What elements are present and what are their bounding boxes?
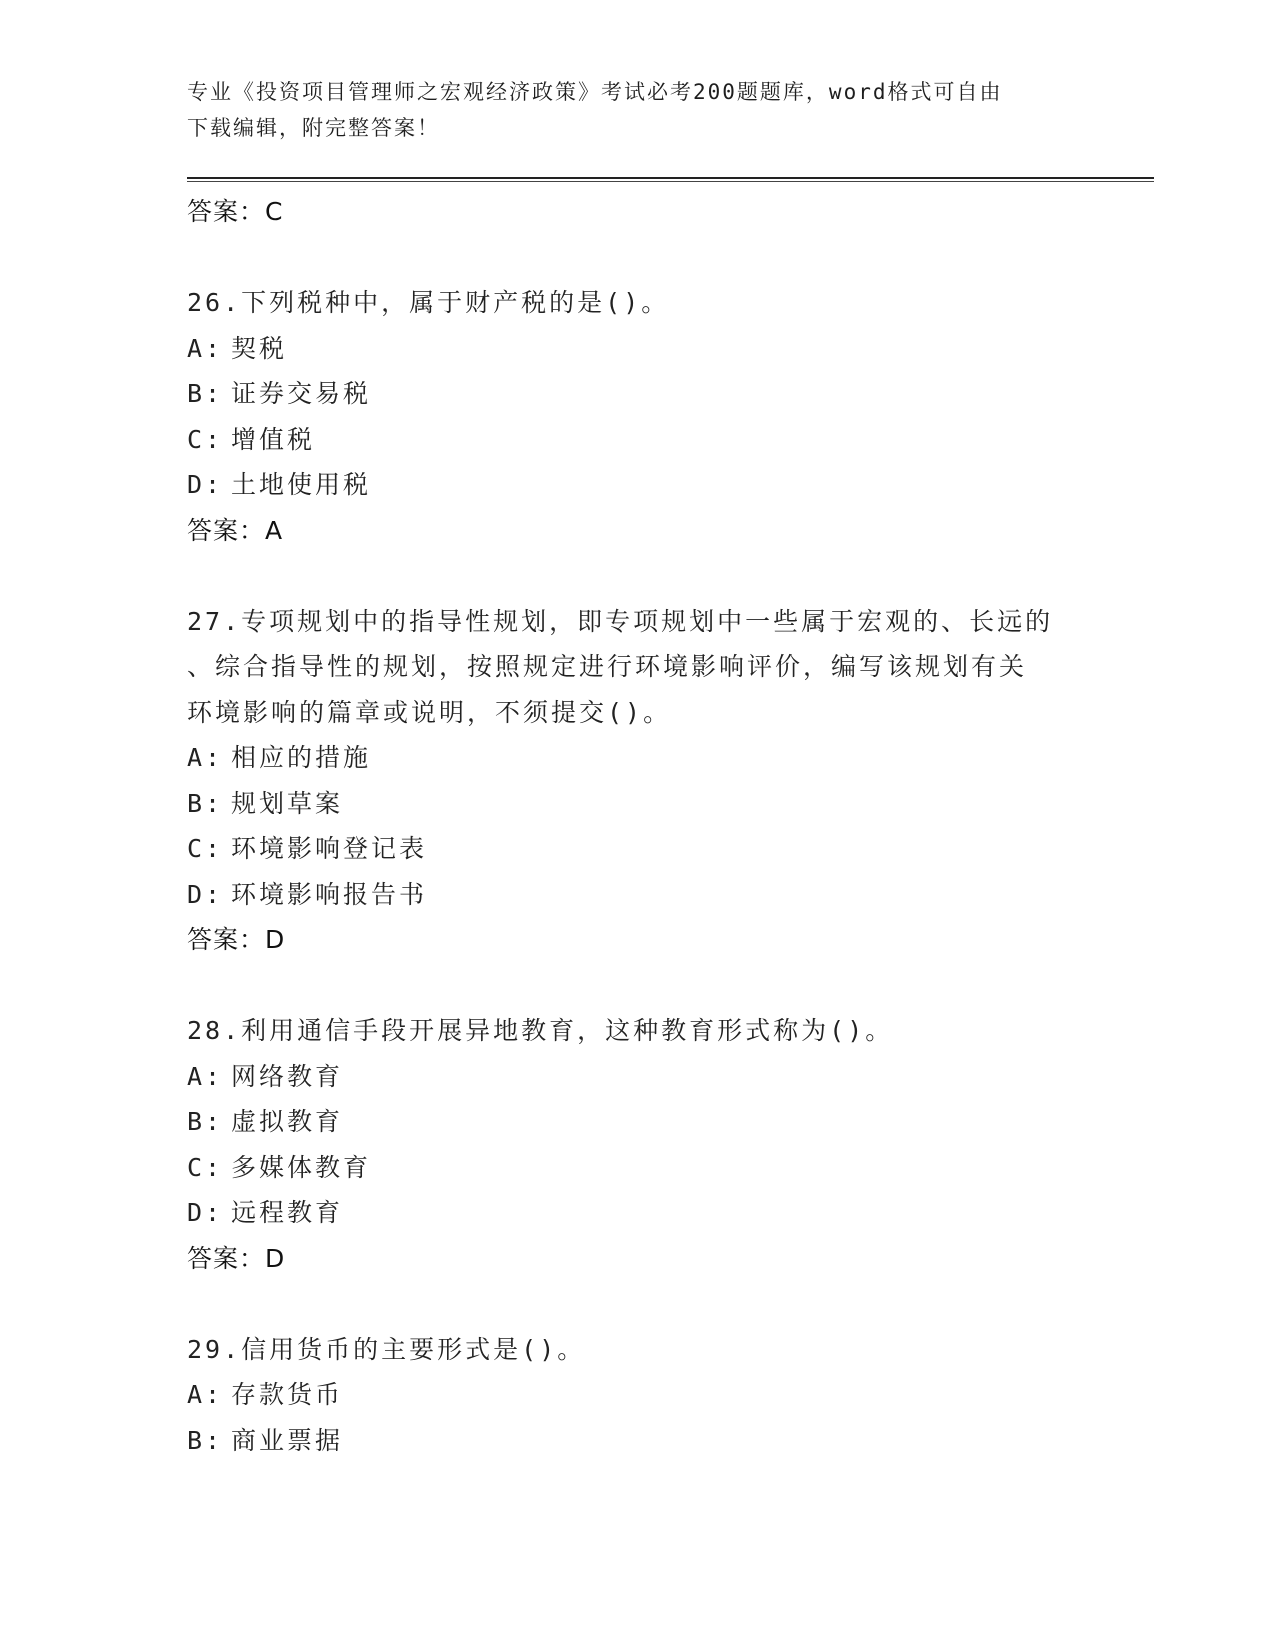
option-a	[187, 1054, 1087, 1100]
header-line-2: 下载编辑，附完整答案！	[187, 116, 440, 140]
option-letter: A:	[187, 1061, 224, 1091]
question-list	[187, 189, 1087, 1463]
question-block	[187, 599, 1087, 963]
option-b	[187, 371, 1087, 417]
option-letter: B:	[187, 788, 224, 818]
option-letter: A:	[187, 1380, 224, 1409]
option-text: 增值税	[231, 424, 316, 454]
option-letter: B:	[187, 1425, 224, 1455]
option-d	[187, 462, 1087, 508]
question-stem: 29.信用货币的主要形式是()。	[187, 1334, 586, 1364]
option-text: 存款货币	[231, 1380, 344, 1409]
option-c	[187, 1145, 1087, 1191]
option-a	[187, 735, 1087, 781]
question-stem: 27.专项规划中的指导性规划，即专项规划中一些属于宏观的、长远的	[187, 606, 1054, 636]
option-text: 环境影响报告书	[231, 879, 428, 909]
question-stem: 28.利用通信手段开展异地教育，这种教育形式称为()。	[187, 1016, 894, 1045]
option-letter: C:	[187, 1152, 224, 1182]
answer-line: 答案：D	[187, 1243, 286, 1273]
question-stem: 环境影响的篇章或说明，不须提交()。	[187, 697, 672, 727]
header-line-1: 专业《投资项目管理师之宏观经济政策》考试必考200题题库，word格式可自由	[187, 80, 1003, 104]
spacer	[187, 1281, 1087, 1327]
option-text: 虚拟教育	[231, 1107, 344, 1136]
spacer	[187, 234, 1087, 280]
option-c	[187, 417, 1087, 463]
option-text: 商业票据	[231, 1425, 344, 1455]
option-letter: D:	[187, 1198, 224, 1227]
document-header	[187, 74, 1067, 146]
option-text: 契税	[231, 333, 288, 363]
question-stem: 、综合指导性的规划，按照规定进行环境影响评价，编写该规划有关	[187, 652, 1028, 681]
answer-line: 答案：C	[187, 197, 284, 226]
option-text: 证券交易税	[231, 379, 372, 408]
option-d	[187, 872, 1087, 918]
header-divider-thin	[187, 181, 1154, 182]
option-a	[187, 1372, 1087, 1418]
option-a	[187, 326, 1087, 372]
header-divider-thick	[187, 177, 1154, 179]
option-c	[187, 826, 1087, 872]
option-text: 远程教育	[231, 1198, 344, 1227]
spacer	[187, 962, 1087, 1008]
spacer	[187, 553, 1087, 599]
question-block	[187, 280, 1087, 553]
option-text: 土地使用税	[231, 470, 372, 499]
option-text: 相应的措施	[231, 743, 372, 772]
question-block	[187, 1008, 1087, 1281]
option-d	[187, 1190, 1087, 1236]
option-text: 环境影响登记表	[231, 834, 428, 863]
option-letter: A:	[187, 333, 224, 363]
option-letter: C:	[187, 424, 224, 454]
option-text: 多媒体教育	[231, 1152, 372, 1182]
option-b	[187, 1099, 1087, 1145]
option-letter: B:	[187, 379, 224, 408]
option-letter: A:	[187, 743, 224, 772]
answer-line: 答案：D	[187, 925, 286, 954]
option-b	[187, 781, 1087, 827]
answer-line: 答案：A	[187, 515, 284, 545]
question-block	[187, 1327, 1087, 1464]
option-letter: B:	[187, 1107, 224, 1136]
option-text: 网络教育	[231, 1061, 344, 1091]
option-letter: D:	[187, 470, 224, 499]
question-stem: 26.下列税种中，属于财产税的是()。	[187, 288, 670, 317]
option-text: 规划草案	[231, 788, 344, 818]
option-letter: C:	[187, 834, 224, 863]
option-b	[187, 1418, 1087, 1464]
option-letter: D:	[187, 879, 224, 909]
